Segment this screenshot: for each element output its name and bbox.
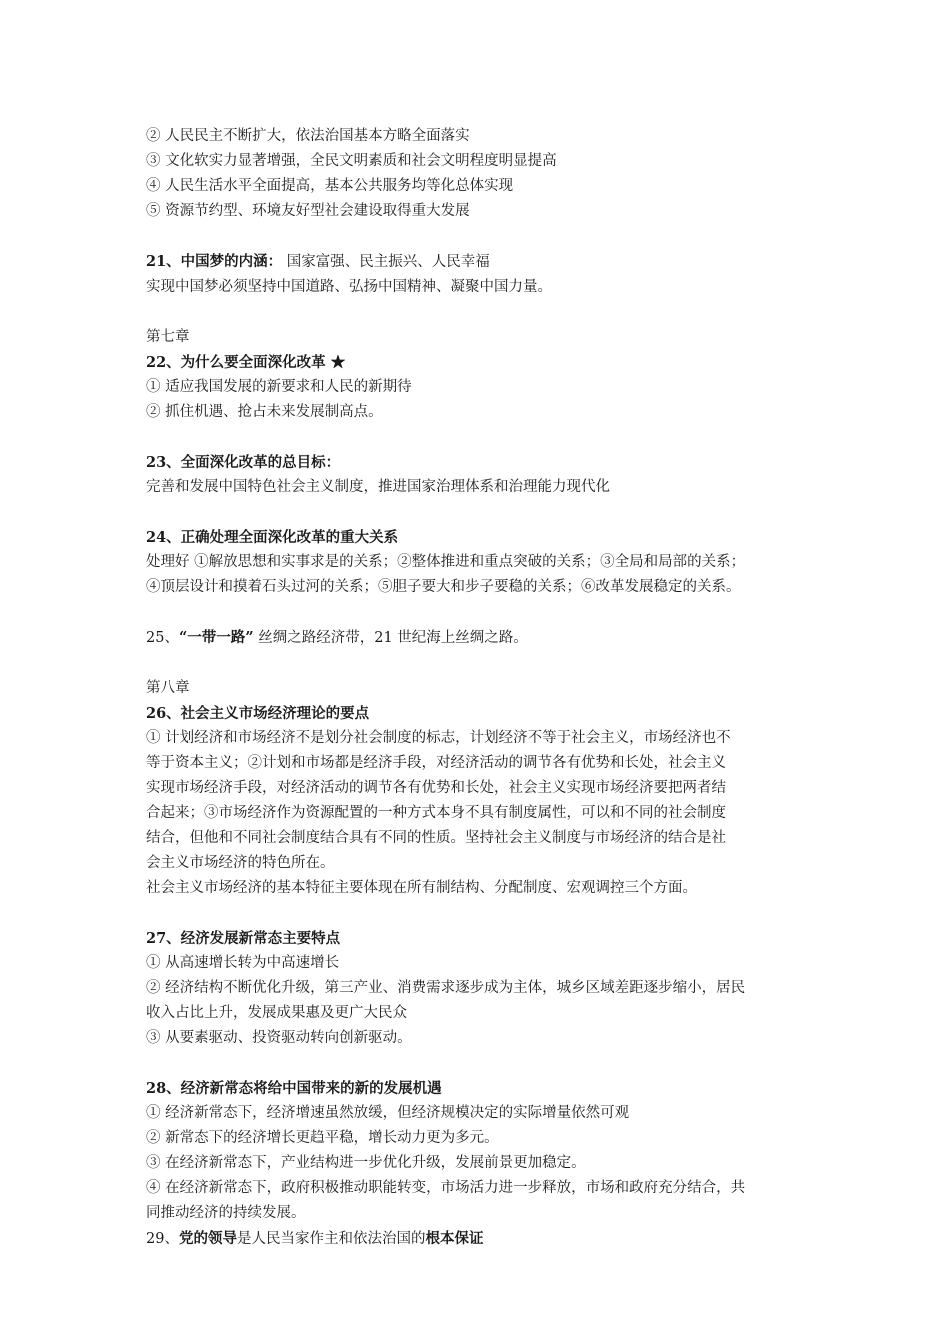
list-item: ② 经济结构不断优化升级，第三产业、消费需求逐步成为主体，城乡区域差距逐步缩小，居民 <box>146 980 746 996</box>
list-item: ① 从高速增长转为中高速增长 <box>146 955 340 971</box>
section-number: 29、 <box>146 1231 179 1247</box>
list-item-continuation: 收入占比上升，发展成果惠及更广大民众 <box>146 1005 407 1021</box>
section-heading: 28、经济新常态将给中国带来的新的发展机遇 <box>146 1080 442 1097</box>
section-29 <box>146 1226 818 1252</box>
body-text: 等于资本主义；②计划和市场都是经济手段，对经济活动的调节各有优势和长处，社会主义 <box>146 755 726 771</box>
list-item: ② 新常态下的经济增长更趋平稳，增长动力更为多元。 <box>146 1130 499 1146</box>
section-keyword: 党的领导 <box>178 1230 237 1247</box>
section-inline-text: 丝绸之路经济带，21 世纪海上丝绸之路。 <box>253 630 528 646</box>
body-text: 完善和发展中国特色社会主义制度，推进国家治理体系和治理能力现代化 <box>146 479 610 495</box>
section-heading: 21、中国梦的内涵： <box>146 253 283 270</box>
section-inline-text: 是人民当家作主和依法治国的 <box>236 1231 426 1247</box>
list-item: ⑤ 资源节约型、环境友好型社会建设取得重大发展 <box>146 203 470 219</box>
section-heading: 22、为什么要全面深化改革 ★ <box>146 354 346 371</box>
list-item: ① 经济新常态下，经济增速虽然放缓，但经济规模决定的实际增量依然可观 <box>146 1105 630 1121</box>
section-inline-text: 国家富强、民主振兴、人民幸福 <box>282 254 490 270</box>
list-item: ③ 在经济新常态下，产业结构进一步优化升级，发展前景更加稳定。 <box>146 1155 586 1171</box>
list-item: ③ 从要素驱动、投资驱动转向创新驱动。 <box>146 1030 412 1046</box>
body-text: 会主义市场经济的特色所在。 <box>146 855 335 871</box>
list-item: ④ 在经济新常态下，政府积极推动职能转变，市场活力进一步释放，市场和政府充分结合，共 <box>146 1180 746 1196</box>
chapter-title: 第八章 <box>146 680 190 696</box>
body-text: ④顶层设计和摸着石头过河的关系；⑤胆子要大和步子要稳的关系；⑥改革发展稳定的关系。 <box>146 579 741 595</box>
section-keyword: 根本保证 <box>425 1230 484 1247</box>
chapter-title: 第七章 <box>146 329 190 345</box>
section-keyword: “一带一路” <box>178 629 254 646</box>
list-item: ① 适应我国发展的新要求和人民的新期待 <box>146 379 412 395</box>
section-number: 25、 <box>146 630 179 646</box>
list-item: ② 抓住机遇、抢占未来发展制高点。 <box>146 404 383 420</box>
section-21 <box>146 249 818 275</box>
list-item: ② 人民民主不断扩大，依法治国基本方略全面落实 <box>146 128 470 144</box>
section-heading: 23、全面深化改革的总目标： <box>146 454 341 471</box>
list-item-continuation: 同推动经济的持续发展。 <box>146 1205 306 1221</box>
list-item: ③ 文化软实力显著增强，全民文明素质和社会文明程度明显提高 <box>146 153 557 169</box>
list-item: ④ 人民生活水平全面提高，基本公共服务均等化总体实现 <box>146 178 514 194</box>
section-heading: 26、社会主义市场经济理论的要点 <box>146 705 370 722</box>
body-text: 社会主义市场经济的基本特征主要体现在所有制结构、分配制度、宏观调控三个方面。 <box>146 880 697 896</box>
body-text: 处理好 ①解放思想和实事求是的关系；②整体推进和重点突破的关系；③全局和局部的关系； <box>146 554 746 570</box>
body-text: 合起来；③市场经济作为资源配置的一种方式本身不具有制度属性，可以和不同的社会制度 <box>146 805 726 821</box>
body-text: 结合，但他和不同社会制度结合具有不同的性质。坚持社会主义制度与市场经济的结合是社 <box>146 830 726 846</box>
body-text: 实现中国梦必须坚持中国道路、弘扬中国精神、凝聚中国力量。 <box>146 279 552 295</box>
section-25 <box>146 625 818 651</box>
section-heading: 24、正确处理全面深化改革的重大关系 <box>146 529 399 546</box>
body-text: ① 计划经济和市场经济不是划分社会制度的标志，计划经济不等于社会主义，市场经济也不 <box>146 730 731 746</box>
section-heading: 27、经济发展新常态主要特点 <box>146 930 341 947</box>
document-content <box>146 124 818 1252</box>
body-text: 实现市场经济手段，对经济活动的调节各有优势和长处，社会主义实现市场经济要把两者结 <box>146 780 726 796</box>
